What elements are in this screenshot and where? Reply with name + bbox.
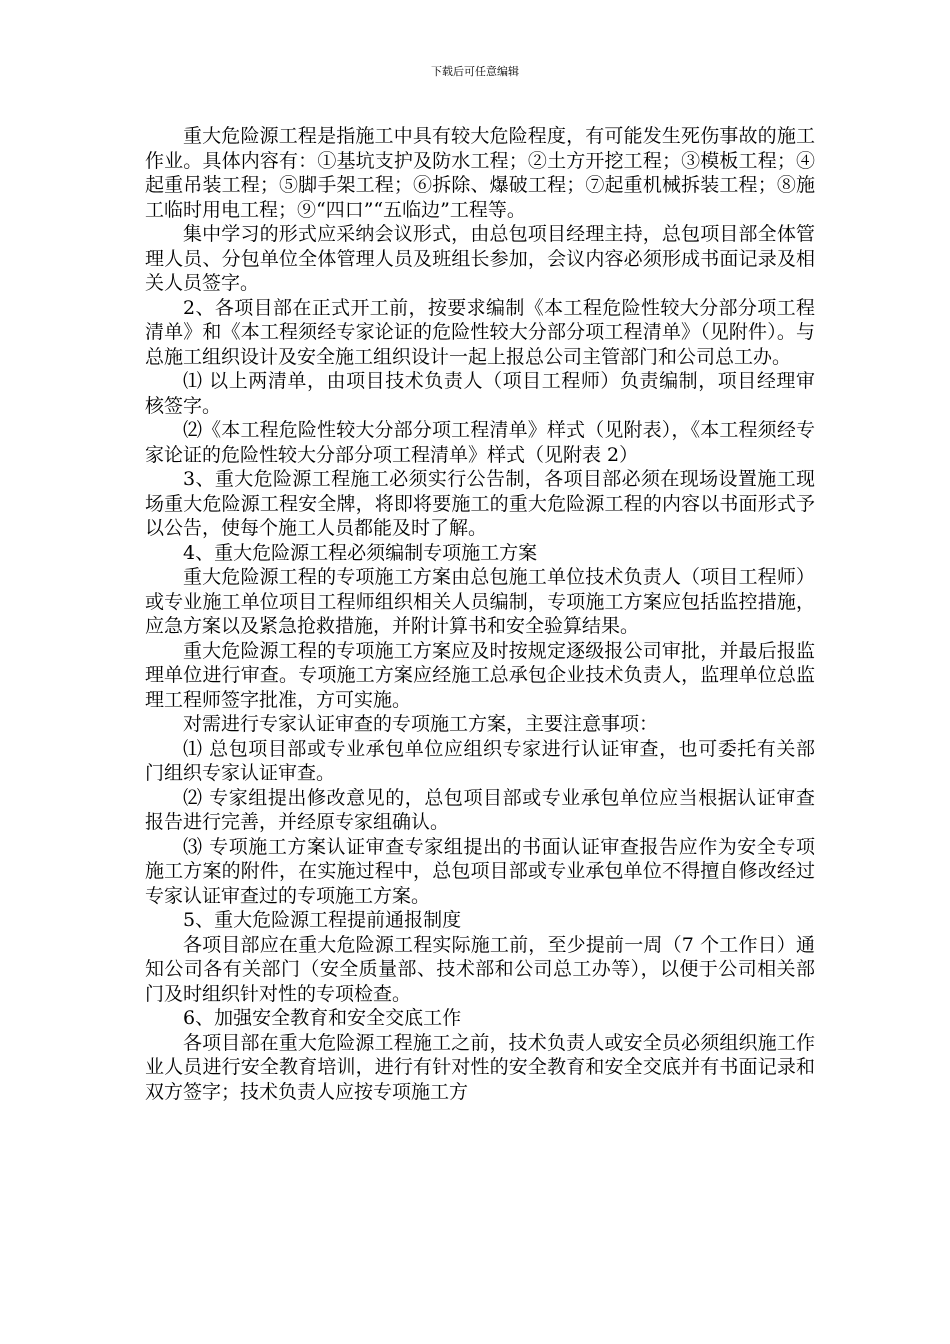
paragraph-major-hazard-definition: 重大危险源工程是指施工中具有较大危险程度，有可能发生死伤事故的施工作业。具体内容有：①基坑支护及防水工程；②土方开挖工程；③模板工程；④起重吊装工程；⑤脚手架工程；⑥拆除、爆破工程；⑦起重机械拆装工程；⑧施工临时用电工程；⑨“四口”“五临边”工程等。 (145, 125, 815, 221)
page-header: 下载后可任意编辑 (431, 65, 519, 78)
paragraph-item-5-heading: 5、重大危险源工程提前通报制度 (183, 909, 462, 931)
paragraph-item-2: 2、各项目部在正式开工前，按要求编制《本工程危险性较大分部分项工程清单》和《本工程须经专家论证的危险性较大分部分项工程清单》（见附件）。与总施工组织设计及安全施工组织设计一起上报总公司主管部门和公司总工办。 (145, 296, 815, 368)
paragraph-expert-review-sub-3: ⑶ 专项施工方案认证审查专家组提出的书面认证审查报告应作为安全专项施工方案的附件，在实施过程中，总包项目部或专业承包单位不得擅自修改经过专家认证审查过的专项施工方案。 (145, 835, 815, 907)
paragraph-item-6-heading: 6、加强安全教育和安全交底工作 (183, 1007, 462, 1029)
paragraph-item-2-sub-2: ⑵《本工程危险性较大分部分项工程清单》样式（见附表），《本工程须经专家论证的危险性较大分部分项工程清单》样式（见附表 2） (145, 419, 815, 466)
paragraph-expert-review-sub-1: ⑴ 总包项目部或专业承包单位应组织专家进行认证审查，也可委托有关部门组织专家认证审查。 (145, 737, 815, 784)
paragraph-safety-education: 各项目部在重大危险源工程施工之前，技术负责人或安全员必须组织施工作业人员进行安全教育培训，进行有针对性的安全教育和安全交底并有书面记录和双方签字；技术负责人应按专项施工方 (145, 1031, 815, 1103)
paragraph-item-3: 3、重大危险源工程施工必须实行公告制，各项目部必须在现场设置施工现场重大危险源工程安全牌，将即将要施工的重大危险源工程的内容以书面形式予以公告，使每个施工人员都能及时了解。 (145, 468, 815, 539)
paragraph-expert-review-notes: 对需进行专家认证审查的专项施工方案，主要注意事项： (183, 713, 659, 735)
paragraph-item-4-heading: 4、重大危险源工程必须编制专项施工方案 (183, 541, 538, 564)
paragraph-expert-review-sub-2: ⑵ 专家组提出修改意见的，总包项目部或专业承包单位应当根据认证审查报告进行完善，并经原专家组确认。 (145, 786, 815, 833)
paragraph-centralized-study: 集中学习的形式应采纳会议形式，由总包项目经理主持，总包项目部全体管理人员、分包单位全体管理人员及班组长参加，会议内容必须形成书面记录及相关人员签字。 (145, 223, 815, 294)
paragraph-item-2-sub-1: ⑴ 以上两清单，由项目技术负责人（项目工程师）负责编制，项目经理审核签字。 (145, 370, 815, 417)
paragraph-special-plan-approval: 重大危险源工程的专项施工方案应及时按规定逐级报公司审批，并最后报监理单位进行审查。专项施工方案应经施工总承包企业技术负责人，监理单位总监理工程师签字批准，方可实施。 (145, 639, 815, 711)
paragraph-advance-notice: 各项目部应在重大危险源工程实际施工前，至少提前一周（7 个工作日）通知公司各有关部门（安全质量部、技术部和公司总工办等），以便于公司相关部门及时组织针对性的专项检查。 (145, 933, 815, 1005)
paragraph-special-plan-preparation: 重大危险源工程的专项施工方案由总包施工单位技术负责人（项目工程师）或专业施工单位项目工程师组织相关人员编制，专项施工方案应包括监控措施，应急方案以及紧急抢救措施，并附计算书和安全验算结果。 (145, 566, 815, 637)
document-body (145, 124, 815, 1104)
